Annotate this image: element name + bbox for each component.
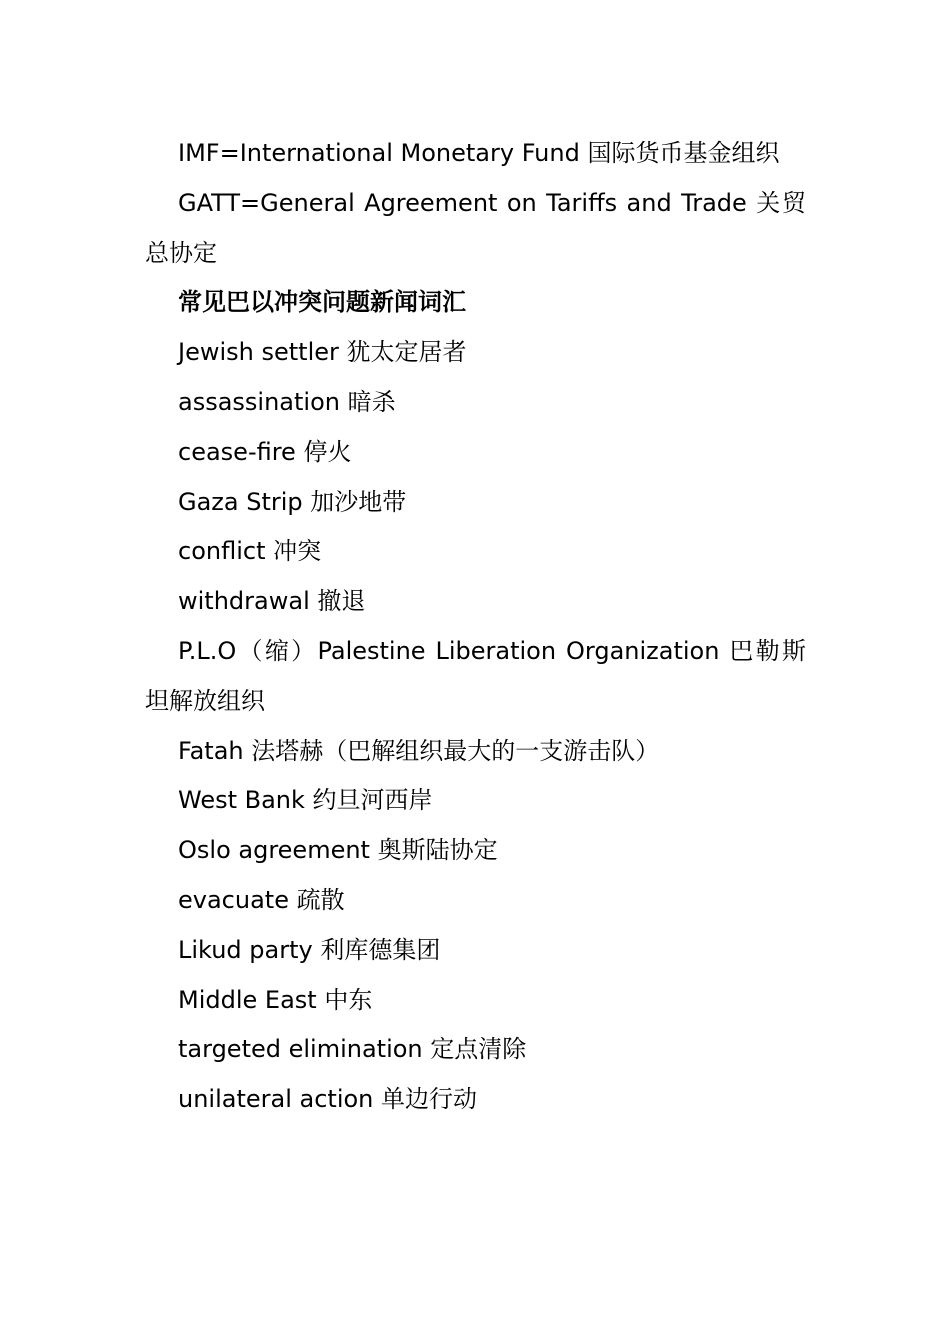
entry-withdrawal: withdrawal 撤退 (178, 587, 366, 616)
entry-conflict: conflict 冲突 (178, 537, 322, 566)
entry-evacuate: evacuate 疏散 (178, 885, 345, 914)
entry-targeted-elimination: targeted elimination 定点清除 (178, 1035, 527, 1064)
entry-cease-fire: cease-fire 停火 (178, 437, 352, 466)
entry-likud-party: Likud party 利库德集团 (178, 935, 441, 964)
entry-west-bank: West Bank 约旦河西岸 (178, 786, 433, 815)
entry-imf: IMF=International Monetary Fund 国际货币基金组织 (178, 139, 780, 167)
entry-fatah: Fatah 法塔赫（巴解组织最大的一支游击队） (178, 736, 660, 765)
entry-middle-east: Middle East 中东 (178, 985, 373, 1014)
entry-oslo-agreement: Oslo agreement 奥斯陆协定 (178, 836, 498, 865)
entry-gaza-strip: Gaza Strip 加沙地带 (178, 487, 407, 516)
document-page (145, 129, 806, 1125)
section-heading: 常见巴以冲突问题新闻词汇 (178, 288, 466, 317)
entry-unilateral-action: unilateral action 单边行动 (178, 1085, 478, 1114)
entry-assassination: assassination 暗杀 (178, 387, 396, 416)
entry-plo: P.L.O（缩）Palestine Liberation Organization 巴勒斯坦解放组织 (145, 636, 806, 715)
entry-jewish-settler: Jewish settler 犹太定居者 (178, 338, 467, 367)
entry-gatt: GATT=General Agreement on Tariffs and Trade 关贸总协定 (145, 188, 806, 267)
